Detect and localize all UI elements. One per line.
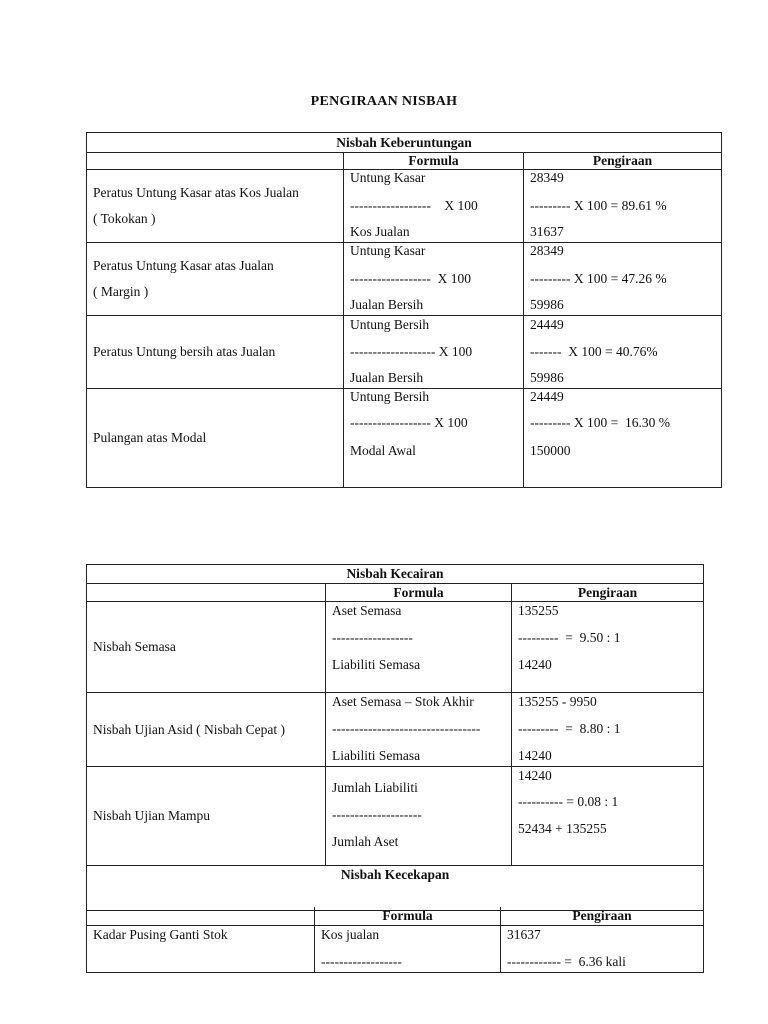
profitability-table: [86, 132, 722, 488]
formula-cell: Untung Bersih ------------------- X 100 Jualan Bersih: [344, 316, 524, 389]
formula-cell: Untung Bersih ------------------ X 100 Modal Awal: [344, 389, 524, 488]
calculation-cell: 31637 ------------ = 6.36 kali: [501, 925, 704, 972]
formula-cell: Aset Semasa ------------------ Liabiliti Semasa: [326, 602, 512, 693]
table-row: [87, 602, 704, 693]
profitability-header: Nisbah Keberuntungan: [87, 133, 722, 153]
liquidity-table: [86, 564, 704, 911]
calculation-cell: 14240 ---------- = 0.08 : 1 52434 + 135255: [512, 767, 704, 866]
formula-header: Formula: [326, 584, 512, 602]
formula-cell: Kos jualan ------------------: [315, 925, 501, 972]
ratio-label: Nisbah Semasa: [87, 602, 326, 693]
calculation-cell: 28349 --------- X 100 = 47.26 % 59986: [524, 243, 722, 316]
calculation-cell: 24449 --------- X 100 = 16.30 % 150000: [524, 389, 722, 488]
ratio-label: Peratus Untung Kasar atas Kos Jualan ( Tokokan ): [87, 170, 344, 243]
efficiency-table: [86, 907, 704, 973]
formula-cell: Untung Kasar ------------------ X 100 Kos Jualan: [344, 170, 524, 243]
table-row: [87, 243, 722, 316]
formula-cell: Aset Semasa – Stok Akhir --------------------------------- Liabiliti Semasa: [326, 693, 512, 767]
empty-header-cell: [87, 153, 344, 170]
table-row: [87, 170, 722, 243]
ratio-label: Nisbah Ujian Mampu: [87, 767, 326, 866]
table-row: [87, 693, 704, 767]
empty-header-cell: [87, 584, 326, 602]
formula-cell: Jumlah Liabiliti -------------------- Jumlah Aset: [326, 767, 512, 866]
liquidity-header: Nisbah Kecairan: [87, 565, 704, 584]
calculation-header: Pengiraan: [524, 153, 722, 170]
table-row: [87, 389, 722, 488]
ratio-label: Peratus Untung Kasar atas Jualan ( Margin ): [87, 243, 344, 316]
calculation-header: Pengiraan: [501, 907, 704, 925]
calculation-cell: 24449 ------- X 100 = 40.76% 59986: [524, 316, 722, 389]
calculation-header: Pengiraan: [512, 584, 704, 602]
efficiency-header: Nisbah Kecekapan: [87, 866, 704, 911]
table-row: [87, 316, 722, 389]
calculation-cell: 28349 --------- X 100 = 89.61 % 31637: [524, 170, 722, 243]
formula-cell: Untung Kasar ------------------ X 100 Jualan Bersih: [344, 243, 524, 316]
calculation-cell: 135255 --------- = 9.50 : 1 14240: [512, 602, 704, 693]
ratio-label: Kadar Pusing Ganti Stok: [87, 925, 315, 972]
ratio-label: Peratus Untung bersih atas Jualan: [87, 316, 344, 389]
ratio-label: Nisbah Ujian Asid ( Nisbah Cepat ): [87, 693, 326, 767]
formula-header: Formula: [344, 153, 524, 170]
table-row: [87, 767, 704, 866]
ratio-label: Pulangan atas Modal: [87, 389, 344, 488]
page-title: PENGIRAAN NISBAH: [310, 94, 458, 109]
formula-header: Formula: [315, 907, 501, 925]
empty-header-cell: [87, 907, 315, 925]
calculation-cell: 135255 - 9950 --------- = 8.80 : 1 14240: [512, 693, 704, 767]
table-row: [87, 925, 704, 972]
